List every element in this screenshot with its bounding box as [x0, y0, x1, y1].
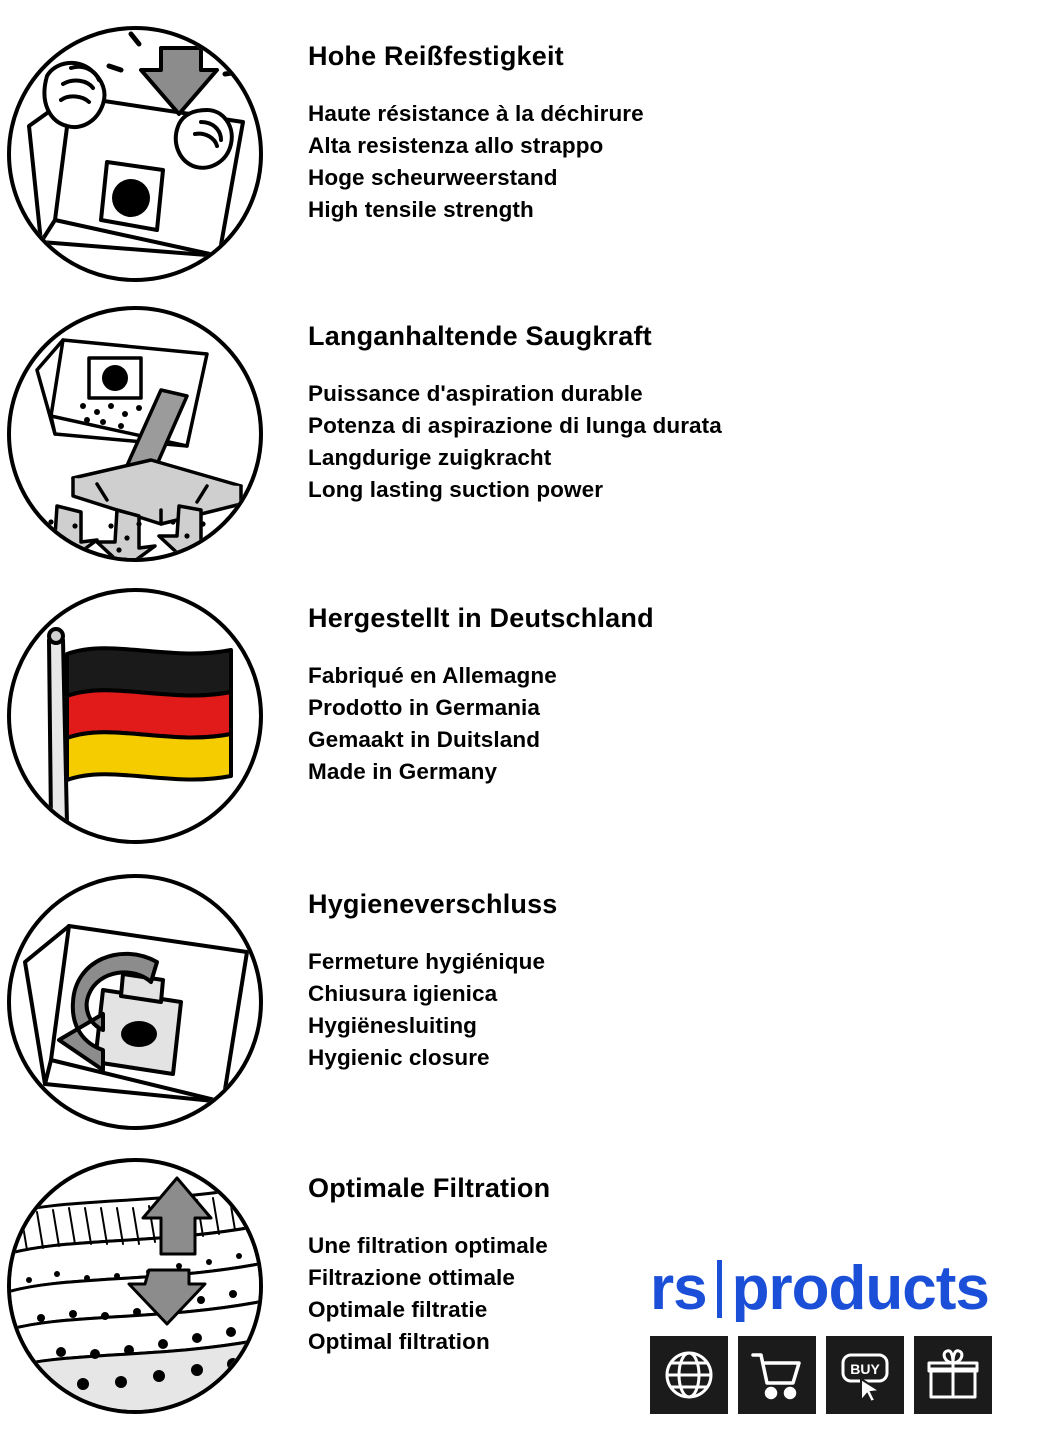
feature-translation-fr: Fabriqué en Allemagne	[308, 662, 557, 688]
feature-text-block	[270, 20, 644, 225]
brand-logo	[650, 1254, 1040, 1414]
feature-title: Optimale Filtration	[308, 1173, 551, 1203]
feature-translation-nl: Hygiënesluiting	[308, 1012, 478, 1038]
gift-box-icon[interactable]	[914, 1336, 992, 1414]
brand-icon-row	[650, 1336, 1040, 1414]
feature-translation-en: Made in Germany	[308, 758, 498, 784]
hygienic-closure-icon	[7, 874, 263, 1130]
feature-translation-en: High tensile strength	[308, 196, 534, 222]
feature-text-block	[270, 1152, 550, 1357]
brand-name-part1: rs	[650, 1254, 707, 1323]
feature-translation-en: Long lasting suction power	[308, 476, 604, 502]
feature-translation-nl: Hoge scheurweerstand	[308, 164, 558, 190]
feature-translation-fr: Une filtration optimale	[308, 1232, 548, 1258]
feature-translation-en: Hygienic closure	[308, 1044, 490, 1070]
icon-wrapper	[0, 868, 270, 1130]
buy-button-icon[interactable]	[826, 1336, 904, 1414]
shopping-cart-icon[interactable]	[738, 1336, 816, 1414]
feature-translation-fr: Fermeture hygiénique	[308, 948, 546, 974]
icon-wrapper	[0, 582, 270, 844]
brand-wordmark	[650, 1254, 1040, 1323]
icon-wrapper	[0, 300, 270, 562]
feature-row-hygienic-closure	[0, 868, 1040, 1130]
feature-translation-it: Potenza di aspirazione di lunga durata	[308, 412, 722, 438]
feature-translation-it: Chiusura igienica	[308, 980, 498, 1006]
feature-row-tensile-strength	[0, 20, 1040, 282]
feature-translation-nl: Langdurige zuigkracht	[308, 444, 552, 470]
feature-translation-nl: Optimale filtratie	[308, 1296, 488, 1322]
feature-translation-nl: Gemaakt in Duitsland	[308, 726, 541, 752]
multi-layer-filtration-icon	[7, 1158, 263, 1414]
feature-text-block	[270, 582, 654, 787]
feature-title: Hergestellt in Deutschland	[308, 603, 654, 633]
feature-translation-fr: Haute résistance à la déchirure	[308, 100, 644, 126]
feature-text-block	[270, 868, 558, 1073]
icon-wrapper	[0, 1152, 270, 1414]
feature-row-suction-power	[0, 300, 1040, 562]
feature-translation-en: Optimal filtration	[308, 1328, 490, 1354]
icon-wrapper	[0, 20, 270, 282]
globe-icon[interactable]	[650, 1336, 728, 1414]
feature-translation-it: Prodotto in Germania	[308, 694, 541, 720]
german-flag-icon	[7, 588, 263, 844]
feature-title: Langanhaltende Saugkraft	[308, 321, 652, 351]
brand-separator	[717, 1260, 722, 1318]
feature-row-made-in-germany	[0, 582, 1040, 844]
feature-title: Hygieneverschluss	[308, 889, 558, 919]
hands-tearing-bag-icon	[7, 26, 263, 282]
feature-text-block	[270, 300, 722, 505]
feature-translation-fr: Puissance d'aspiration durable	[308, 380, 643, 406]
svg-text:BUY: BUY	[850, 1361, 880, 1377]
feature-translation-it: Filtrazione ottimale	[308, 1264, 516, 1290]
feature-title: Hohe Reißfestigkeit	[308, 41, 564, 71]
feature-translation-it: Alta resistenza allo strappo	[308, 132, 604, 158]
vacuum-nozzle-suction-icon	[7, 306, 263, 562]
brand-name-part2: products	[731, 1254, 989, 1323]
